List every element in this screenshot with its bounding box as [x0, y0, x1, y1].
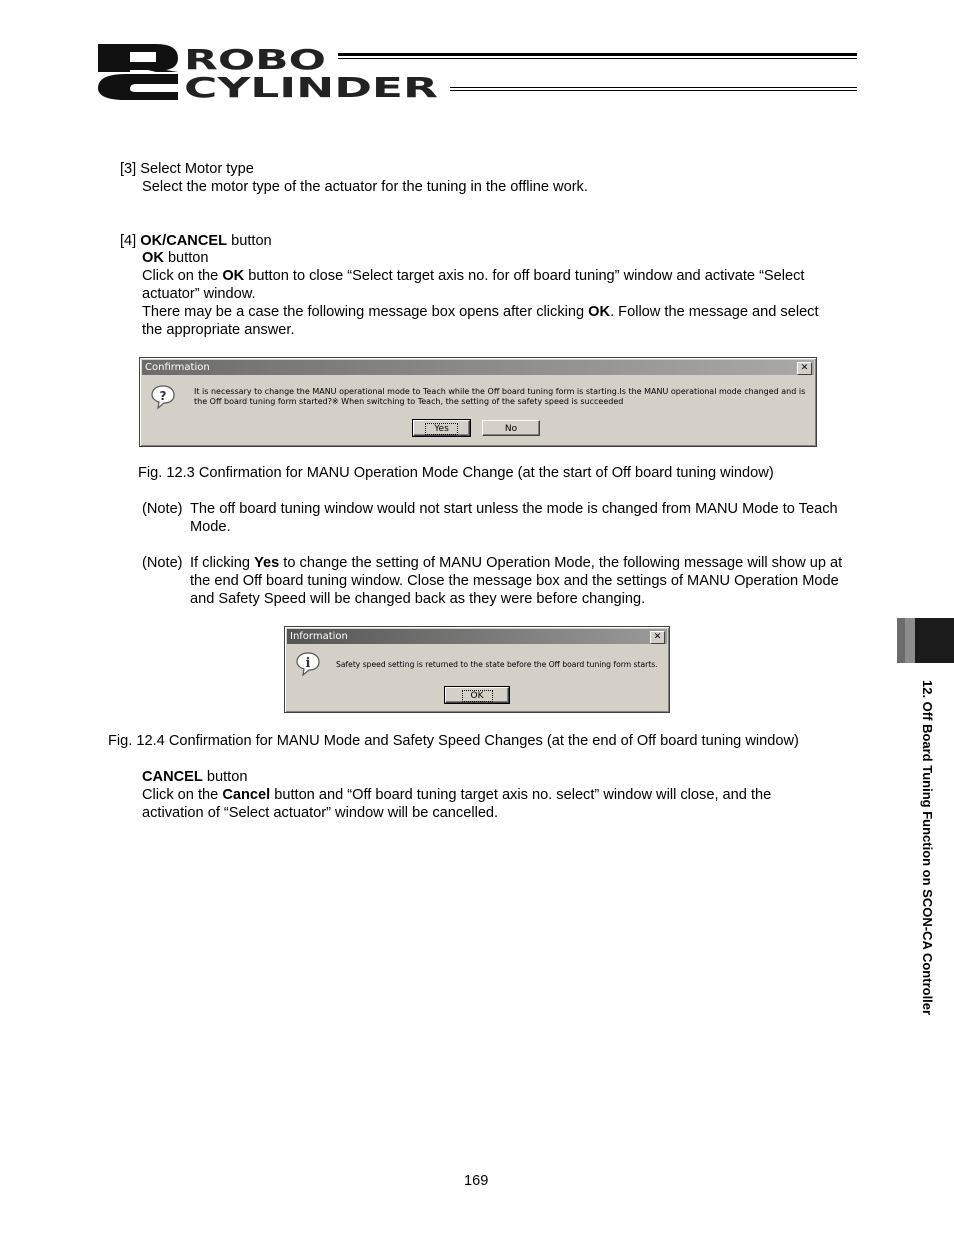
- information-dialog: [284, 626, 670, 713]
- chapter-side-label: 12. Off Board Tuning Function on SCON-CA Controller: [920, 680, 935, 1016]
- cancel-description: Click on the Cancel button and “Off board tuning target axis no. select” window will close, and the activation of “Select actuator” window will be cancelled.: [142, 787, 772, 821]
- ok-button[interactable]: OK: [445, 687, 509, 703]
- question-icon: [150, 384, 176, 410]
- cancel-heading: CANCEL button: [142, 769, 248, 785]
- close-icon[interactable]: ✕: [650, 631, 665, 644]
- svg-text:i: i: [305, 656, 311, 671]
- note1-text: The off board tuning window would not start unless the mode is changed from MANU Mode to Teach Mode.: [190, 501, 838, 535]
- dialog-title: Confirmation: [145, 362, 210, 373]
- robo-cylinder-logo: [96, 42, 441, 100]
- ok-message-note: There may be a case the following message box opens after clicking OK. Follow the message and select the appropriate answer.: [142, 304, 819, 338]
- confirmation-dialog: [139, 357, 817, 447]
- confirmation-message: It is necessary to change the MANU operational mode to Teach while the Off board tuning form is starting.Is the MANU operational mode changed and is the Off board tuning form started?※ When switching to Teach, the setting of the safety speed is succeeded: [194, 387, 806, 406]
- note1-prefix: (Note): [142, 501, 183, 517]
- svg-text:?: ?: [159, 389, 167, 403]
- section3-body: Select the motor type of the actuator for the tuning in the offline work.: [142, 179, 588, 195]
- info-icon: [295, 651, 321, 677]
- ok-description: Click on the OK button to close “Select target axis no. for off board tuning” window and activate “Select actuator” window.: [142, 268, 805, 302]
- dialog-title-bar: [287, 629, 667, 644]
- header-rule-top: [338, 53, 857, 56]
- information-message: Safety speed setting is returned to the state before the Off board tuning form starts.: [336, 660, 658, 669]
- note2-prefix: (Note): [142, 555, 183, 571]
- section3-heading: [3] Select Motor type: [120, 161, 254, 177]
- figure-12-3-caption: Fig. 12.3 Confirmation for MANU Operation Mode Change (at the start of Off board tuning window): [138, 465, 774, 481]
- chapter-tab: [897, 618, 954, 663]
- svg-text:CYLINDER: CYLINDER: [184, 71, 438, 100]
- yes-button[interactable]: Yes: [413, 420, 470, 436]
- no-button[interactable]: No: [482, 420, 540, 436]
- dialog-title-bar: [142, 360, 814, 375]
- header-rule-top-thin: [338, 58, 857, 59]
- svg-text:ROBO: ROBO: [184, 43, 326, 76]
- header-rule-bottom-thin: [450, 90, 857, 91]
- section4-heading: [4] OK/CANCEL button: [120, 233, 272, 249]
- note2-text: If clicking Yes to change the setting of MANU Operation Mode, the following message will show up at the end Off board tuning window. Close the message box and the settings of MANU Operation Mode and Safety Speed will be changed back as they were before changing.: [190, 555, 843, 607]
- dialog-title: Information: [290, 631, 348, 642]
- header-rule-bottom: [450, 87, 857, 88]
- figure-12-4-caption: Fig. 12.4 Confirmation for MANU Mode and Safety Speed Changes (at the end of Off board tuning window): [108, 733, 799, 749]
- ok-heading: OK button: [142, 250, 209, 266]
- page-number: 169: [464, 1173, 489, 1189]
- close-icon[interactable]: ✕: [797, 362, 812, 375]
